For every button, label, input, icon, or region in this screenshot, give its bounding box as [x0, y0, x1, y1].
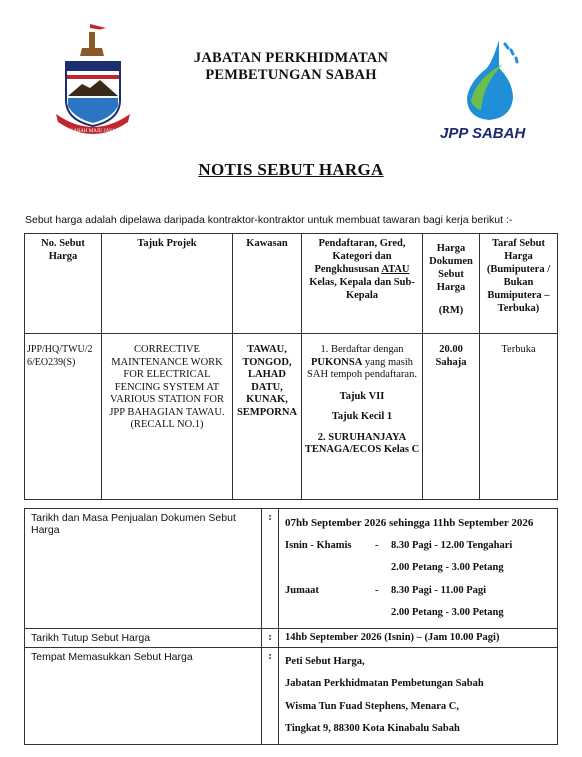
harga-note: Sahaja [435, 356, 467, 368]
agency-name [160, 50, 422, 84]
tempat-line: Wisma Tun Fuad Stephens, Menara C, [285, 700, 459, 712]
details-row-tutup [25, 628, 558, 647]
sched-dash: - [375, 539, 379, 551]
col-header-taraf: Taraf Sebut Harga (Bumiputera / Bukan Bumiputera – Terbuka) [480, 234, 558, 334]
sched-time: 8.30 Pagi - 11.00 Pagi [391, 584, 487, 596]
reg-item-2: 2. SURUHANJAYA TENAGA/ECOS Kelas C [304, 431, 420, 455]
tempat-line: Jabatan Perkhidmatan Pembetungan Sabah [285, 678, 484, 689]
col-header-no: No. Sebut Harga [25, 234, 102, 334]
colon: : [262, 628, 279, 647]
sched-dash [375, 557, 391, 580]
pendaftaran-pre: Pendaftaran, Gred, Kategori dan Pengkhususan [314, 238, 406, 275]
cell-no: JPP/HQ/TWU/26/EO239(S) [25, 334, 102, 500]
sched-day: Isnin - Khamis [285, 539, 352, 551]
tempat-line: Tingkat 9, 88300 Kota Kinabalu Sabah [285, 723, 460, 734]
reg-tajuk: Tajuk VII [339, 390, 385, 402]
sched-dash [375, 602, 391, 625]
jpp-droplet-logo [447, 38, 529, 122]
tutup-value: 14hb September 2026 (Isnin) – (Jam 10.00 Pagi) [279, 628, 558, 647]
reg1-pre: 1. Berdaftar dengan [320, 344, 404, 355]
col-header-kawasan: Kawasan [233, 234, 302, 334]
cell-harga [423, 334, 480, 500]
col-header-harga [423, 234, 480, 334]
colon: : [262, 509, 279, 629]
sched-row [285, 602, 551, 625]
sched-row [285, 557, 551, 580]
sched-row [285, 580, 551, 603]
tender-table [24, 233, 558, 500]
reg-tajuk-kecil: Tajuk Kecil 1 [331, 411, 393, 422]
sched-time: 8.30 Pagi - 12.00 Tengahari [391, 539, 513, 551]
jpp-sabah-logo-text: JPP SABAH [440, 125, 526, 142]
cell-taraf: Terbuka [480, 334, 558, 500]
tempat-line: Peti Sebut Harga, [285, 655, 365, 667]
tempat-value [279, 647, 558, 744]
pendaftaran-atau: ATAU [381, 264, 410, 275]
details-row-tempat [25, 647, 558, 744]
jualan-value [279, 509, 558, 629]
jualan-date: 07hb September 2026 sehingga 11hb September 2026 [285, 517, 534, 529]
crest-motto: SABAH MAJU JAYA [70, 129, 116, 134]
table-row [25, 334, 558, 500]
agency-name-line1: JABATAN PERKHIDMATAN [193, 50, 389, 66]
sched-time: 2.00 Petang - 3.00 Petang [391, 562, 504, 573]
sched-row [285, 535, 551, 558]
col-header-pendaftaran [302, 234, 423, 334]
pendaftaran-post: Kelas, Kepala dan Sub-Kepala [309, 277, 415, 301]
harga-unit: (RM) [438, 305, 464, 316]
agency-name-line2: PEMBETUNGAN SABAH [205, 67, 377, 83]
details-row-jualan [25, 509, 558, 629]
reg-item-1 [304, 344, 420, 382]
tempat-label: Tempat Memasukkan Sebut Harga [25, 647, 262, 744]
cell-tajuk: CORRECTIVE MAINTENANCE WORK FOR ELECTRICAL FENCING SYSTEM AT VARIOUS STATION FOR JPP BAHAGIAN TAWAU. (RECALL NO.1) [102, 334, 233, 500]
sched-dash: - [375, 584, 379, 596]
reg1-post: yang masih SAH tempoh pendaftaran. [307, 356, 417, 380]
sched-day [285, 602, 375, 625]
cell-pendaftaran [302, 334, 423, 500]
harga-value: 20.00 [439, 344, 463, 355]
cell-kawasan: TAWAU, TONGOD, LAHAD DATU, KUNAK, SEMPORNA [233, 334, 302, 500]
reg1-pukonsa: PUKONSA [310, 356, 363, 368]
tender-table-header-row [25, 234, 558, 334]
col-header-tajuk: Tajuk Projek [102, 234, 233, 334]
harga-label: Harga Dokumen Sebut Harga [429, 243, 473, 293]
jualan-label: Tarikh dan Masa Penjualan Dokumen Sebut Harga [25, 509, 262, 629]
colon: : [262, 647, 279, 744]
details-table [24, 508, 558, 745]
sched-day: Jumaat [285, 584, 319, 596]
sched-time: 2.00 Petang - 3.00 Petang [391, 607, 504, 618]
sabah-crest-logo [52, 22, 134, 142]
intro-text: Sebut harga adalah dipelawa daripada kontraktor-kontraktor untuk membuat tawaran bagi kerja berikut :- [25, 214, 513, 226]
sched-day [285, 557, 375, 580]
notice-title: NOTIS SEBUT HARGA [198, 160, 384, 179]
tutup-label: Tarikh Tutup Sebut Harga [25, 628, 262, 647]
